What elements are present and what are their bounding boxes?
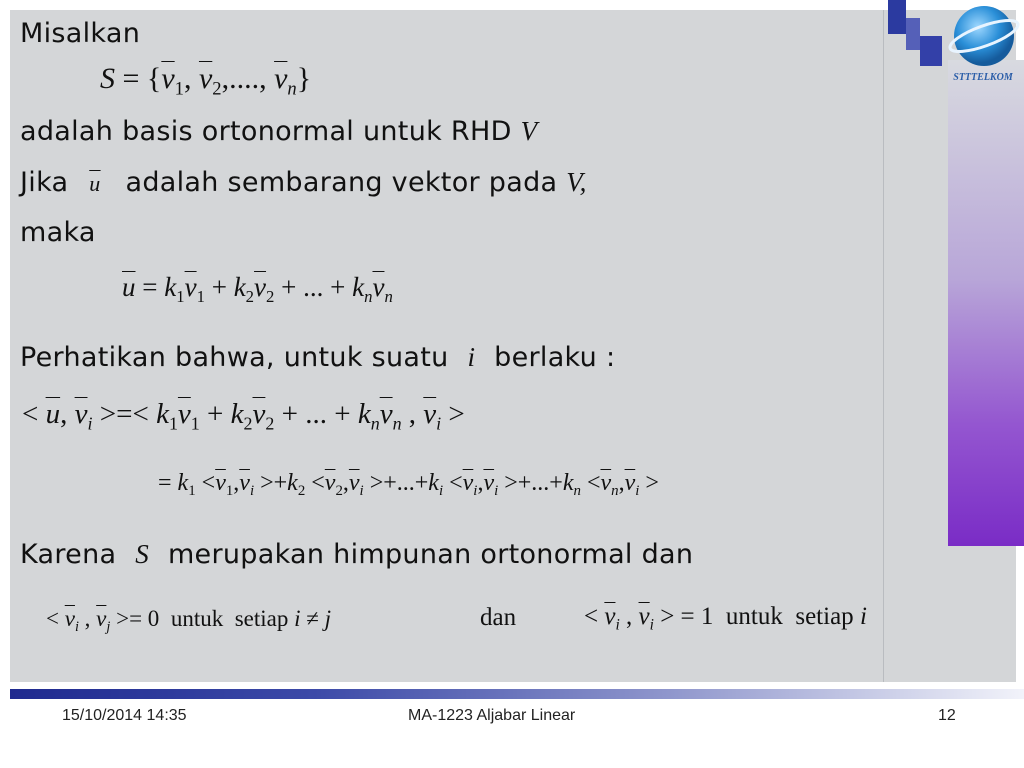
footer-course-title: MA-1223 Aljabar Linear: [408, 707, 576, 724]
text-jika: Jika $\overline{u}$ adalah sembarang vektor pada V,: [20, 167, 587, 198]
text-dan: dan: [480, 604, 517, 631]
footer-datetime: 15/10/2014 14:35: [62, 707, 187, 724]
formula-inner-product-sum: = $k_1 <\overline{v}_1,\overline{v}_i >+k_2 <\overline{v}_2,\overline{v}_i >+...+k_i <\overline{v}_i,\overline{v}_i >+...+k_n <\overline{v}_n,\overline{v}_i$ >: [158, 470, 659, 500]
text-perhatikan: Perhatikan bahwa, untuk suatu i berlaku :: [20, 342, 616, 373]
decorative-side-bar: [948, 60, 1024, 546]
formula-normal-condition: < $\overline{v}_i$ , $\overline{v}_i$ > = 1 untuk setiap i: [584, 603, 867, 634]
sttelkom-logo: [942, 0, 1024, 86]
text-basis-ortonormal: adalah basis ortonormal untuk RHD V: [20, 116, 538, 147]
footer-page-number: 12: [938, 707, 956, 724]
formula-linear-combination: $\overline{u} = k_1\overline{v}_1 + k_2\overline{v}_2$ + ... + $k_n\overline{v}_n$: [122, 272, 393, 306]
formula-inner-product-expansion: < $\overline{u}$, $\overline{v}_i$ >=< $k_1\overline{v}_1 + k_2\overline{v}_2$ + ... + $k_n\overline{v}_n$ , $\overline{v}_i$ >: [22, 398, 465, 434]
formula-orthogonal-condition: < $\overline{v}_i$ , $\overline{v}_j >= 0$ untuk setiap i ≠ j: [46, 606, 332, 635]
divider-line: [883, 10, 884, 682]
decorative-square: [888, 0, 906, 34]
decorative-square: [906, 18, 920, 50]
text-karena: Karena S merupakan himpunan ortonormal dan: [20, 539, 694, 570]
footer-accent-bar: [10, 689, 1024, 699]
svg-text:STTTELKOM: STTTELKOM: [953, 72, 1013, 83]
formula-set-s: $S = \{\overline{v}_1$, $\overline{v}_2$,...., $\overline{v}_n$}: [100, 62, 312, 100]
decorative-square: [920, 36, 942, 66]
text-misalkan: Misalkan: [20, 18, 141, 49]
text-maka: maka: [20, 217, 96, 248]
